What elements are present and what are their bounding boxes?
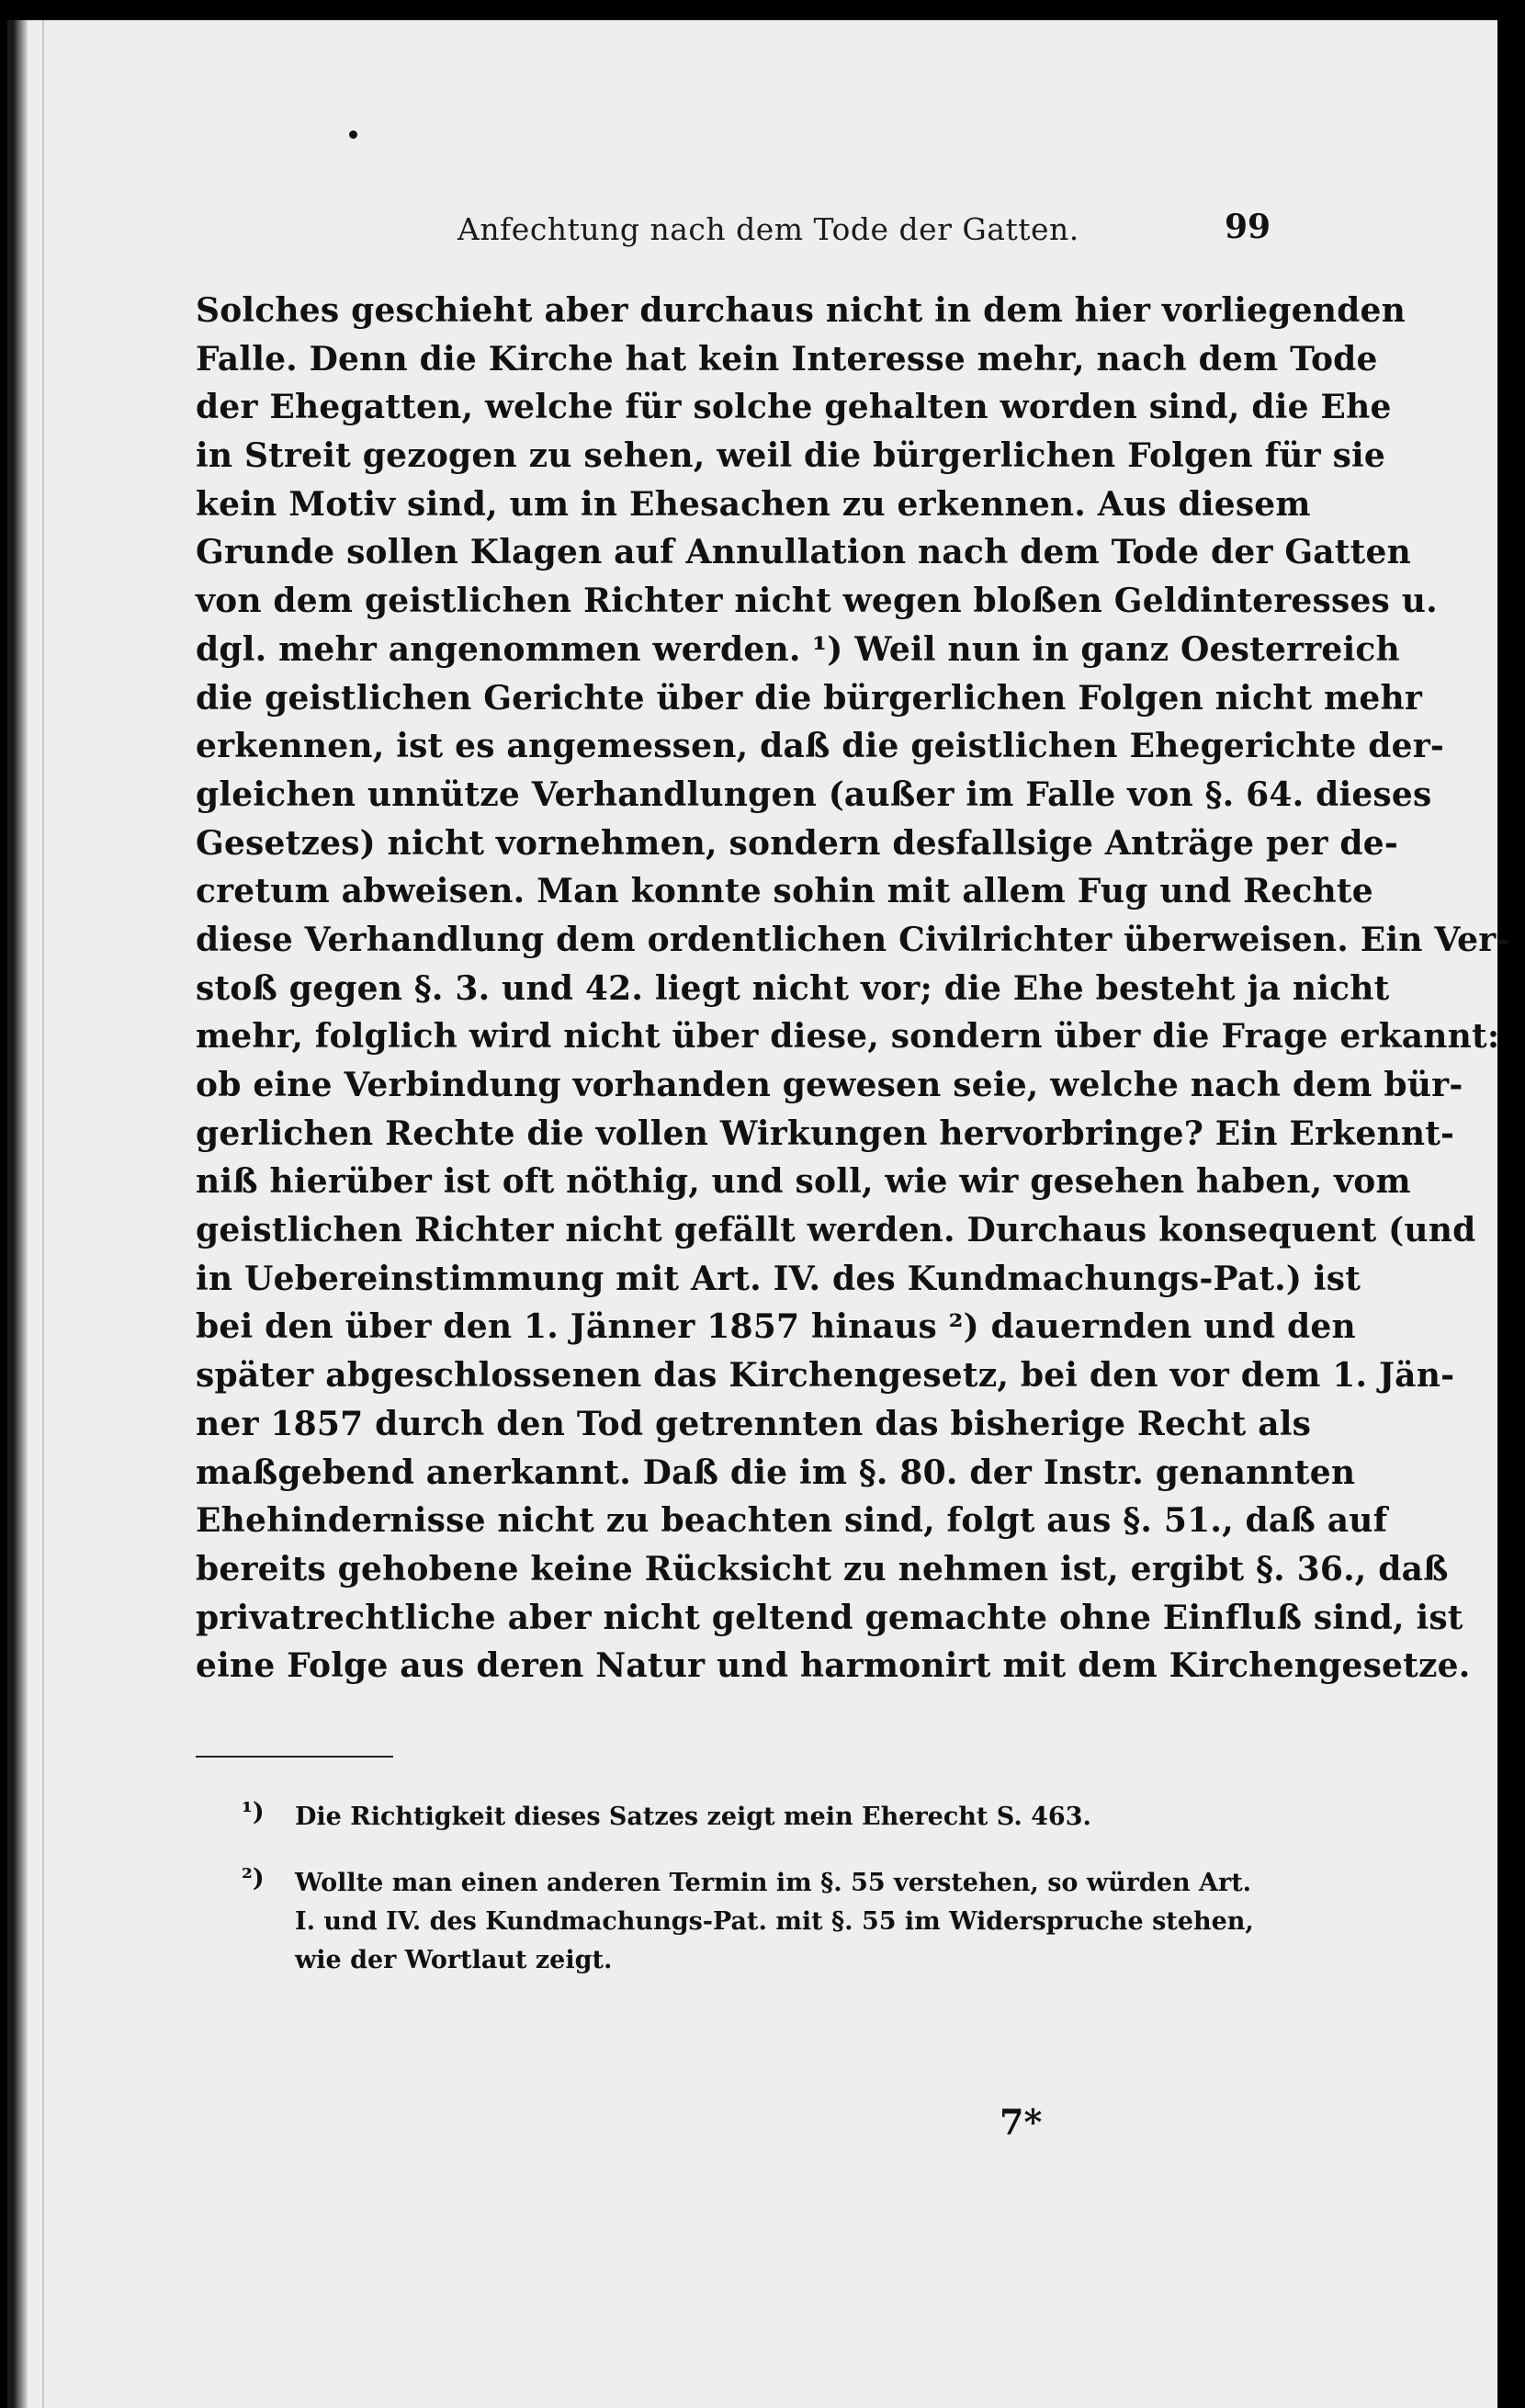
footnote-line: Die Richtigkeit dieses Satzes zeigt mein Eherecht S. 463. — [295, 1803, 1091, 1831]
book-page — [7, 20, 1510, 2408]
running-title: Anfechtung nach dem Tode der Gatten. — [458, 211, 1079, 247]
footnote — [196, 1864, 1280, 1980]
page-number: 99 — [1225, 208, 1271, 246]
text-line: eine Folge aus deren Natur und harmonirt mit dem Kirchengesetze. — [196, 1646, 1471, 1686]
text-line: die geistlichen Gerichte über die bürgerlichen Folgen nicht mehr — [196, 678, 1422, 718]
footnote-mark: ²) — [242, 1864, 265, 1893]
footnotes — [196, 1798, 1280, 1980]
text-line: in Streit gezogen zu sehen, weil die bürgerlichen Folgen für sie — [196, 436, 1386, 476]
text-line: ob eine Verbindung vorhanden gewesen seie, welche nach dem bür- — [196, 1066, 1463, 1104]
text-line: bereits gehobene keine Rücksicht zu nehmen ist, ergibt §. 36., daß — [196, 1549, 1449, 1588]
text-line: Solches geschieht aber durchaus nicht in dem hier vorliegenden — [196, 291, 1406, 330]
text-line: später abgeschlossenen das Kirchengesetz, bei den vor dem 1. Jän- — [196, 1356, 1455, 1396]
signature-mark: 7* — [1000, 2101, 1043, 2142]
text-line: stoß gegen §. 3. und 42. liegt nicht vor; die Ehe besteht ja nicht — [196, 968, 1390, 1008]
page-fold-line — [42, 20, 44, 2408]
footnote-rule — [196, 1756, 393, 1758]
text-line: Falle. Denn die Kirche hat kein Interesse mehr, nach dem Tode — [196, 339, 1378, 379]
text-line: cretum abweisen. Man konnte sohin mit allem Fug und Rechte — [196, 872, 1373, 911]
text-line: in Uebereinstimmung mit Art. IV. des Kundmachungs-Pat.) ist — [196, 1259, 1361, 1298]
text-line: gleichen unnütze Verhandlungen (außer im Falle von §. 64. dieses — [196, 774, 1432, 814]
text-line: mehr, folglich wird nicht über diese, sondern über die Frage erkannt: — [196, 1017, 1500, 1057]
body-text — [196, 287, 1510, 1690]
text-line: von dem geistlichen Richter nicht wegen bloßen Geldinteresses u. — [196, 582, 1438, 621]
text-line: Grunde sollen Klagen auf Annullation nach dem Tode der Gatten — [196, 533, 1411, 572]
text-line: erkennen, ist es angemessen, daß die geistlichen Ehegerichte der- — [196, 727, 1445, 766]
footnote-line: Wollte man einen anderen Termin im §. 55 verstehen, so würden Art. — [295, 1869, 1252, 1897]
text-line: geistlichen Richter nicht gefällt werden. Durchaus konsequent (und — [196, 1211, 1476, 1250]
text-line: kein Motiv sind, um in Ehesachen zu erkennen. Aus diesem — [196, 484, 1311, 524]
text-line: der Ehegatten, welche für solche gehalten worden sind, die Ehe — [196, 388, 1392, 427]
text-line: dgl. mehr angenommen werden. ¹) Weil nun in ganz Oesterreich — [196, 629, 1400, 669]
text-line: gerlichen Rechte die vollen Wirkungen hervorbringe? Ein Erkennt- — [196, 1114, 1455, 1153]
footnote-mark: ¹) — [242, 1798, 265, 1826]
text-line: privatrechtliche aber nicht geltend gemachte ohne Einfluß sind, ist — [196, 1598, 1463, 1637]
ink-dot — [349, 130, 357, 139]
footnote-line: I. und IV. des Kundmachungs-Pat. mit §. 55 im Widerspruche stehen, — [295, 1907, 1254, 1936]
footnote-line: wie der Wortlaut zeigt. — [295, 1946, 613, 1974]
text-line: maßgebend anerkannt. Daß die im §. 80. der Instr. genannten — [196, 1453, 1356, 1492]
page-edge-shadow — [7, 20, 28, 2408]
footnote — [196, 1798, 1280, 1837]
text-line: ner 1857 durch den Tod getrennten das bisherige Recht als — [196, 1404, 1312, 1443]
text-line: bei den über den 1. Jänner 1857 hinaus ²) dauernden und den — [196, 1307, 1356, 1347]
text-line: Ehehindernisse nicht zu beachten sind, folgt aus §. 51., daß auf — [196, 1501, 1388, 1541]
text-line: Gesetzes) nicht vornehmen, sondern desfallsige Anträge per de- — [196, 823, 1399, 863]
text-line: niß hierüber ist oft nöthig, und soll, wie wir gesehen haben, vom — [196, 1162, 1411, 1202]
text-line: diese Verhandlung dem ordentlichen Civilrichter überweisen. Ein Ver- — [196, 920, 1510, 959]
